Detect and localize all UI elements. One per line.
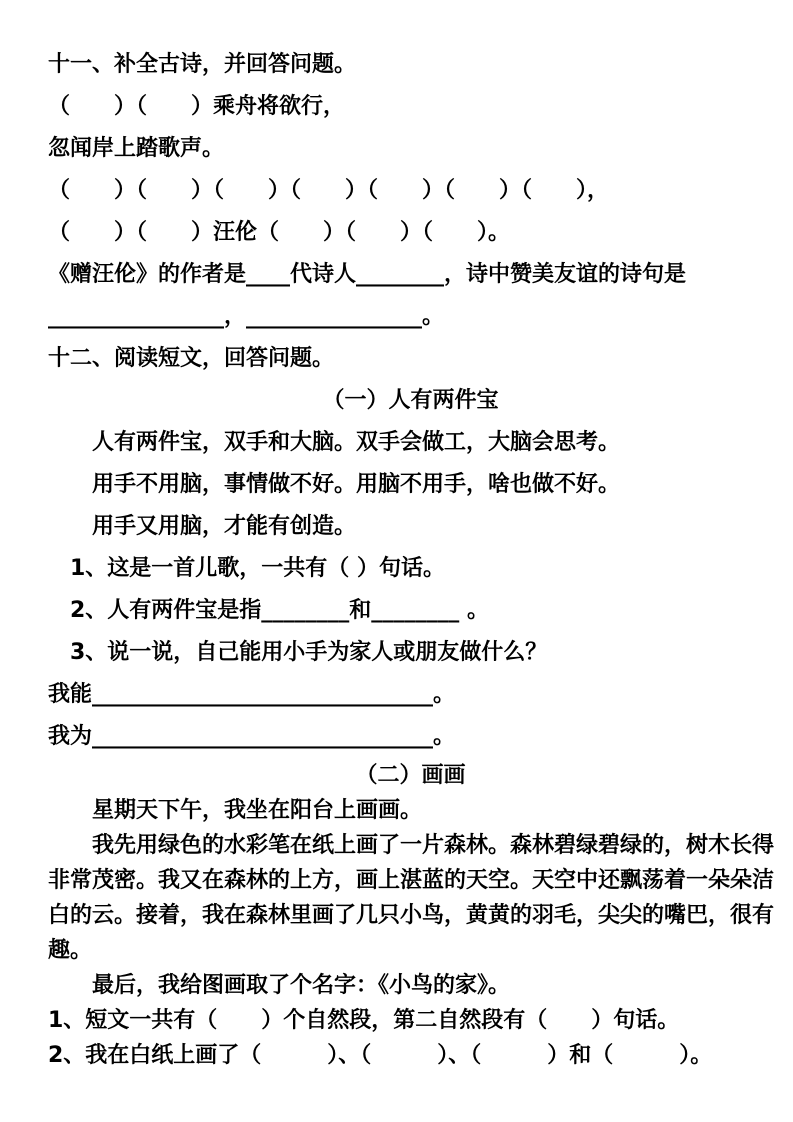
passage-2-title: （二）画画 bbox=[355, 763, 466, 788]
passage-1-question-1: 1、这是一首儿歌，一共有（ ）句话。 bbox=[70, 556, 445, 581]
passage-2-para-3: 最后，我给图画取了个名字：《小鸟的家》。 bbox=[92, 973, 511, 998]
answer-blank-line-1: 我能_______________________________。 bbox=[48, 682, 456, 707]
poem-line-1-blanks: （ ）（ ）乘舟将欲行， bbox=[48, 94, 346, 119]
passage-1-line-1: 人有两件宝，双手和大脑。双手会做工，大脑会思考。 bbox=[92, 430, 621, 455]
passage-2-para-2-line-3: 白的云。接着，我在森林里画了几只小鸟，黄黄的羽毛，尖尖的嘴巴，很有 bbox=[48, 903, 775, 928]
passage-2-para-2-line-4: 趣。 bbox=[48, 938, 93, 963]
poem-line-3-blanks: （ ）（ ）（ ）（ ）（ ）（ ）（ ）， bbox=[48, 178, 610, 203]
passage-1-question-3: 3、说一说，自己能用小手为家人或朋友做什么？ bbox=[70, 640, 548, 665]
passage-1-line-2: 用手不用脑，事情做不好。用脑不用手，啥也做不好。 bbox=[92, 472, 621, 497]
poem-author-question: 《赠汪伦》的作者是____代诗人________，诗中赞美友谊的诗句是 bbox=[48, 262, 687, 287]
section-11-title: 十一、补全古诗，并回答问题。 bbox=[48, 52, 357, 77]
passage-2-para-2-line-2: 非常茂密。我又在森林的上方，画上湛蓝的天空。天空中还飘荡着一朵朵洁 bbox=[48, 868, 775, 893]
poem-line-4-blanks: （ ）（ ）汪伦（ ）（ ）（ ）。 bbox=[48, 220, 511, 245]
passage-2-question-1: 1、短文一共有（ ）个自然段，第二自然段有（ ）句话。 bbox=[48, 1008, 680, 1033]
poem-author-blanks: ________________，________________。 bbox=[48, 304, 445, 329]
passage-1-line-3: 用手又用脑，才能有创造。 bbox=[92, 514, 357, 539]
answer-blank-line-2: 我为_______________________________。 bbox=[48, 724, 456, 749]
passage-2-para-2-line-1: 我先用绿色的水彩笔在纸上画了一片森林。森林碧绿碧绿的，树木长得 bbox=[92, 833, 775, 858]
passage-2-para-1: 星期天下午，我坐在阳台上画画。 bbox=[92, 798, 423, 823]
section-12-title: 十二、阅读短文，回答问题。 bbox=[48, 346, 335, 371]
passage-1-title: （一）人有两件宝 bbox=[322, 388, 499, 413]
passage-2-question-2: 2、我在白纸上画了（ ）、（ ）、（ ）和（ ）。 bbox=[48, 1043, 713, 1068]
passage-1-question-2: 2、人有两件宝是指________和________ 。 bbox=[70, 598, 489, 623]
poem-line-2: 忽闻岸上踏歌声。 bbox=[48, 136, 225, 161]
